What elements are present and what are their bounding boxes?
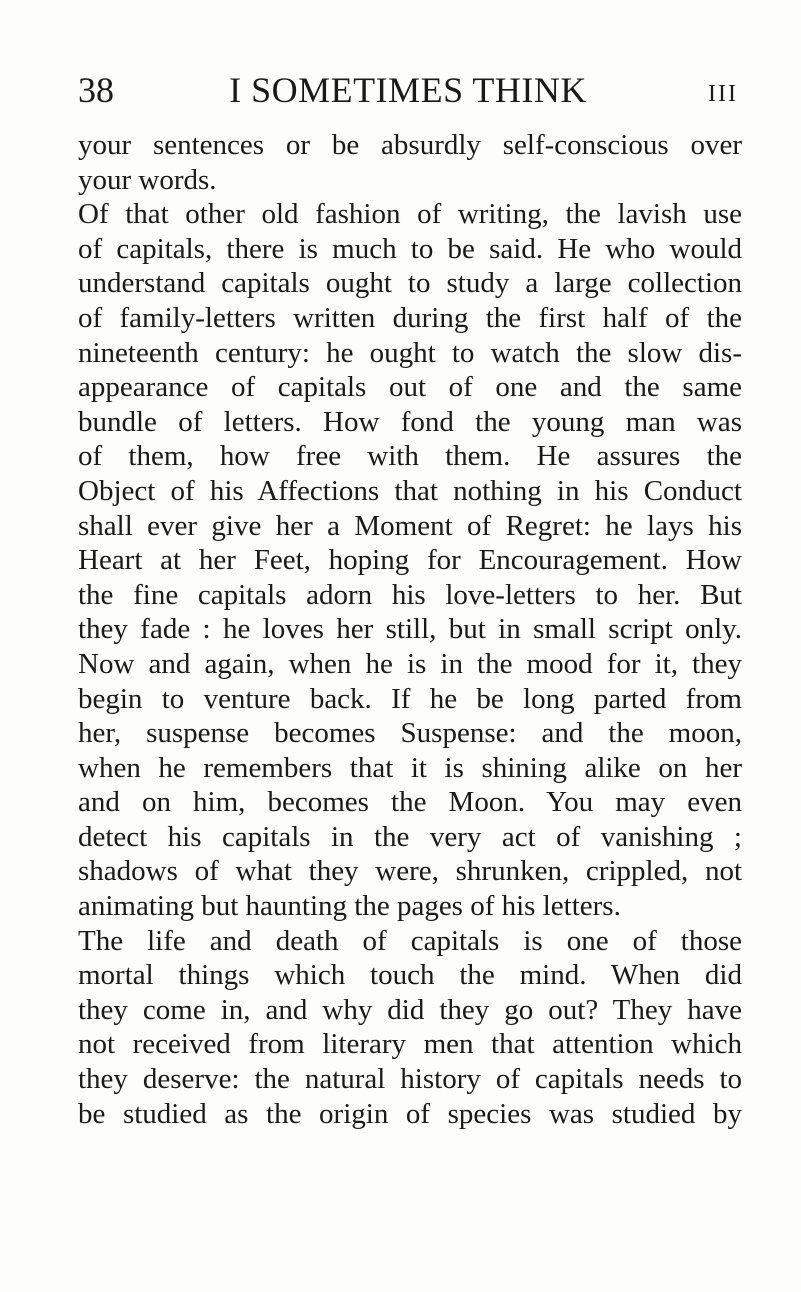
text-line: shall ever give her a Moment of Regret: he lays his xyxy=(78,509,742,542)
text-line: Object of his Affections that nothing in his Conduct xyxy=(78,474,742,507)
text-line: detect his capitals in the very act of vanishing ; xyxy=(78,820,742,853)
text-line: of capitals, there is much to be said. He who would xyxy=(78,232,742,265)
text-line: begin to venture back. If he be long parted from xyxy=(78,682,742,715)
text-line: they deserve: the natural history of capitals needs to xyxy=(78,1063,742,1096)
text-line: the fine capitals adorn his love-letters to her. But xyxy=(78,578,742,611)
text-line: your sentences or be absurdly self-conscious over xyxy=(78,129,742,161)
text-line: mortal things which touch the mind. When did xyxy=(78,959,742,992)
text-line: they fade : he loves her still, but in small script only. xyxy=(78,613,742,646)
text-line: they come in, and why did they go out? They have xyxy=(78,993,742,1026)
text-line: The life and death of capitals is one of those xyxy=(78,924,742,957)
chapter-number: III xyxy=(708,81,738,107)
text-line: her, suspense becomes Suspense: and the moon, xyxy=(78,717,742,750)
running-title: I SOMETIMES THINK xyxy=(229,70,587,110)
text-line: of family-letters written during the first half of the xyxy=(78,301,742,334)
text-line: Heart at her Feet, hoping for Encouragement. How xyxy=(78,544,742,577)
text-line: of them, how free with them. He assures the xyxy=(78,440,742,473)
text-line: understand capitals ought to study a large collection xyxy=(78,267,742,300)
body-text xyxy=(78,128,742,1131)
text-line: nineteenth century: he ought to watch the slow dis- xyxy=(78,336,742,369)
text-line: animating but haunting the pages of his letters. xyxy=(78,890,621,923)
text-line: and on him, becomes the Moon. You may even xyxy=(78,786,742,819)
text-line: Now and again, when he is in the mood for it, they xyxy=(78,647,742,680)
running-head xyxy=(78,68,738,112)
page-number: 38 xyxy=(78,70,114,110)
text-line: shadows of what they were, shrunken, crippled, not xyxy=(78,855,742,888)
text-line: be studied as the origin of species was studied by xyxy=(78,1097,742,1130)
text-line: your words. xyxy=(78,163,217,196)
text-line: bundle of letters. How fond the young man was xyxy=(78,405,742,438)
text-line: not received from literary men that attention which xyxy=(78,1028,742,1061)
text-line: Of that other old fashion of writing, the lavish use xyxy=(78,198,742,231)
text-line: appearance of capitals out of one and the same xyxy=(78,371,742,404)
text-line: when he remembers that it is shining alike on her xyxy=(78,751,742,784)
